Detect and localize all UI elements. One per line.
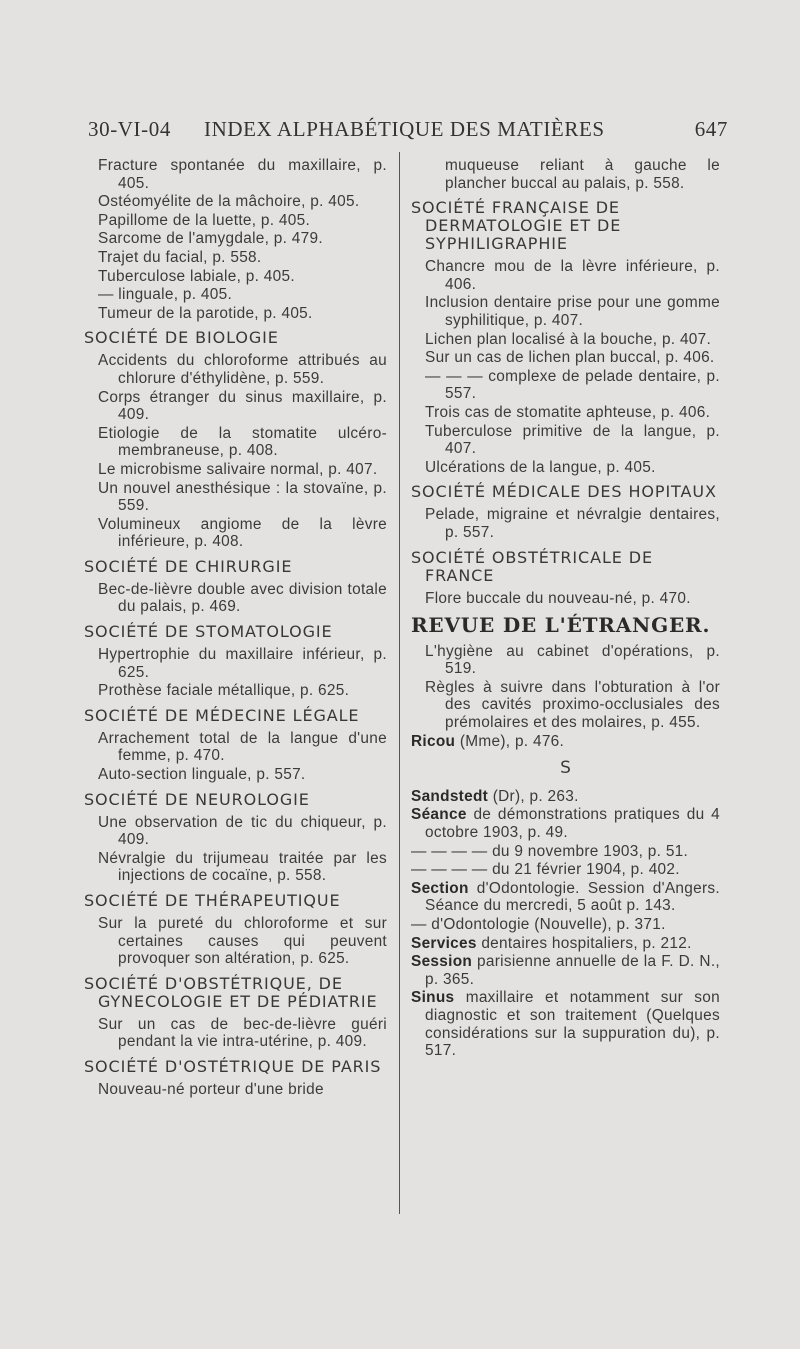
index-entry: Pelade, migraine et névralgie dentaires, p. 557. — [425, 506, 720, 541]
index-entry: Trois cas de stomatite aphteuse, p. 406. — [425, 403, 711, 421]
entry-keyword: Sinus — [411, 989, 455, 1007]
page-number: 647 — [694, 117, 728, 141]
section-heading: SOCIÉTÉ D'OSTÉTRIQUE DE PARIS — [84, 1056, 382, 1076]
index-entry: Le microbisme salivaire normal, p. 407. — [98, 460, 378, 478]
index-entry: Chancre mou de la lèvre inférieure, p. 406. — [425, 258, 720, 293]
section-heading: SOCIÉTÉ DE CHIRURGIE — [84, 556, 293, 576]
index-entry: Flore buccale du nouveau-né, p. 470. — [425, 589, 691, 607]
index-entry: Tumeur de la parotide, p. 405. — [98, 304, 313, 322]
index-entry: Papillome de la luette, p. 405. — [98, 211, 311, 229]
entry-text: — — — — du 9 novembre 1903, p. 51. — [411, 842, 689, 860]
right-column — [411, 157, 720, 1061]
index-entry — [411, 733, 720, 751]
index-entry: Névralgie du trijumeau traitée par les injections de cocaïne, p. 558. — [98, 849, 387, 885]
entry-keyword: Services — [411, 934, 477, 952]
index-entry: Nouveau-né porteur d'une bride — [98, 1080, 324, 1098]
index-entry: L'hygiène au cabinet d'opérations, p. 519. — [425, 642, 720, 678]
index-entry: Arrachement total de la langue d'une femme, p. 470. — [98, 729, 387, 765]
running-header — [88, 117, 728, 147]
index-entry — [411, 880, 720, 915]
index-entry: Tuberculose labiale, p. 405. — [98, 267, 295, 285]
index-entry: Tuberculose primitive de la langue, p. 407. — [425, 422, 720, 458]
index-entry — [411, 788, 720, 806]
index-entry: Sur un cas de lichen plan buccal, p. 406. — [425, 349, 715, 367]
index-entry: Hypertrophie du maxillaire inférieur, p. 625. — [98, 646, 387, 681]
section-heading: SOCIÉTÉ DE STOMATOLOGIE — [84, 622, 333, 642]
index-entry: Inclusion dentaire prise pour une gomme syphilitique, p. 407. — [425, 294, 720, 329]
section-heading: SOCIÉTÉ D'OBSTÉTRIQUE, DE GYNECOLOGIE ET DE PÉDIATRIE — [84, 973, 378, 1011]
index-entry: Auto-section linguale, p. 557. — [98, 766, 306, 784]
index-entry — [411, 935, 720, 953]
entry-text: (Mme), p. 476. — [459, 732, 565, 750]
index-entry — [411, 806, 720, 841]
entry-text: d'Odontologie. Session d'Angers. Séance du mercredi, 5 août p. 143. — [425, 879, 720, 915]
entry-text: maxillaire et notamment sur son diagnostic et son traitement (Quelques considérations sur la suppuration du), p. 517. — [425, 989, 720, 1060]
part-heading: REVUE DE L'ÉTRANGER. — [411, 613, 711, 638]
section-heading: SOCIÉTÉ DE BIOLOGIE — [84, 328, 279, 348]
index-entry: Un nouvel anesthésique : la stovaïne, p. 559. — [98, 479, 387, 515]
index-entry: Ulcérations de la langue, p. 405. — [425, 458, 656, 476]
column-divider — [399, 152, 400, 1214]
index-entry: Fracture spontanée du maxillaire, p. 405. — [98, 157, 387, 192]
entry-text: — — — — du 21 février 1904, p. 402. — [411, 861, 680, 879]
index-entry: — linguale, p. 405. — [98, 286, 233, 304]
index-entry: Accidents du chloroforme attribués au chlorure d'éthylidène, p. 559. — [98, 352, 387, 387]
index-entry: Corps étranger du sinus maxillaire, p. 409. — [98, 388, 387, 424]
index-entry: Prothèse faciale métallique, p. 625. — [98, 682, 350, 700]
index-entry: Etiologie de la stomatite ulcéro-membraneuse, p. 408. — [98, 424, 387, 460]
entry-keyword: Session — [411, 953, 473, 971]
section-heading: SOCIÉTÉ FRANÇAISE DE DERMATOLOGIE ET DE SYPHILIGRAPHIE — [411, 198, 622, 254]
index-entry: Règles à suivre dans l'obturation à l'or des cavités proximo-occlusiales des prémolaires et des molaires, p. 455. — [425, 678, 720, 732]
index-entry — [411, 861, 720, 879]
entry-text: — d'Odontologie (Nouvelle), p. 371. — [411, 916, 666, 933]
entry-text: de démonstrations pratiques du 4 octobre 1903, p. 49. — [425, 806, 721, 842]
index-entry: Sur un cas de bec-de-lièvre guéri pendant la vie intra-utérine, p. 409. — [98, 1015, 387, 1051]
index-entry — [411, 989, 720, 1059]
index-entry — [411, 953, 720, 988]
section-heading: SOCIÉTÉ DE MÉDECINE LÉGALE — [84, 705, 360, 725]
header-title: INDEX ALPHABÉTIQUE DES MATIÈRES — [204, 117, 605, 141]
section-heading: SOCIÉTÉ DE NEUROLOGIE — [84, 789, 310, 809]
section-heading: SOCIÉTÉ OBSTÉTRICALE DE FRANCE — [411, 547, 654, 585]
index-entry: Sur la pureté du chloroforme et sur certaines causes qui peuvent provoquer son altération, p. 625. — [98, 915, 387, 968]
left-column — [84, 157, 387, 1100]
index-entry: Une observation de tic du chiqueur, p. 409. — [98, 813, 387, 849]
index-entry — [411, 843, 720, 861]
entry-keyword: Section — [411, 879, 469, 897]
entry-keyword: Sandstedt — [411, 787, 489, 805]
entry-keyword: Ricou — [411, 732, 456, 750]
index-entry: Sarcome de l'amygdale, p. 479. — [98, 230, 323, 248]
index-entry: Bec-de-lièvre double avec division totale du palais, p. 469. — [98, 580, 387, 616]
index-entry: Trajet du facial, p. 558. — [98, 248, 262, 266]
header-date: 30-VI-04 — [88, 117, 171, 141]
letter-divider: S — [560, 758, 571, 779]
entry-text: dentaires hospitaliers, p. 212. — [481, 934, 692, 952]
entry-keyword: Séance — [411, 806, 467, 824]
index-entry: — — — complexe de pelade dentaire, p. 557. — [425, 367, 720, 403]
section-heading: SOCIÉTÉ MÉDICALE DES HOPITAUX — [411, 482, 717, 502]
section-heading: SOCIÉTÉ DE THÉRAPEUTIQUE — [84, 891, 341, 910]
index-entry: Volumineux angiome de la lèvre inférieure, p. 408. — [98, 515, 387, 551]
index-entry — [411, 916, 720, 934]
index-entry: Ostéomyélite de la mâchoire, p. 405. — [98, 193, 360, 211]
index-entry: Lichen plan localisé à la bouche, p. 407. — [425, 330, 712, 348]
entry-text: parisienne annuelle de la F. D. N., p. 365. — [425, 953, 721, 988]
entry-text: (Dr), p. 263. — [492, 787, 579, 805]
index-entry: muqueuse reliant à gauche le plancher buccal au palais, p. 558. — [445, 157, 720, 192]
